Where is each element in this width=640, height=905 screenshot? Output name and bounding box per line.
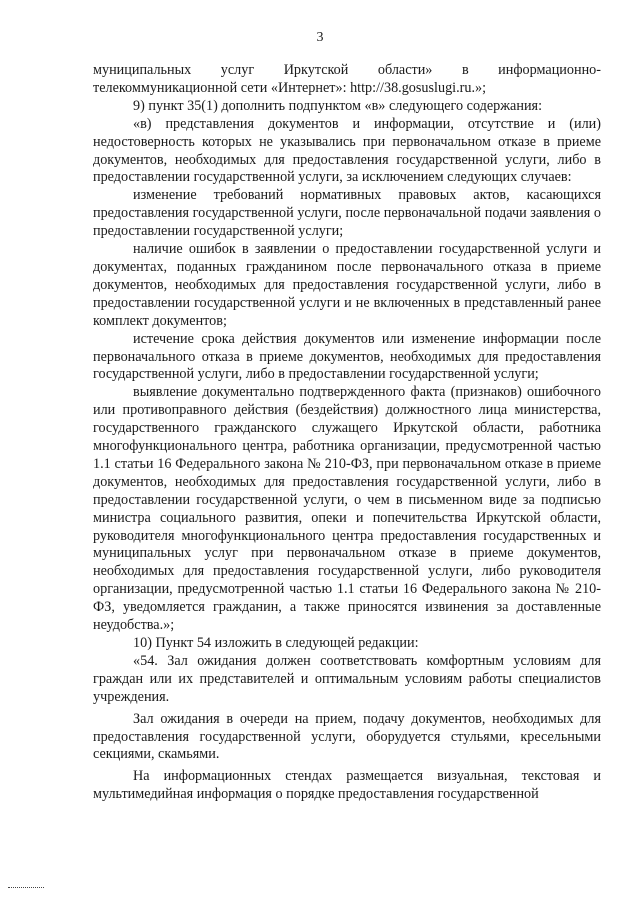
document-body: [93, 62, 601, 804]
paragraph-info-stands: На информационных стендах размещается визуальная, текстовая и мультимедийная информация о порядке предоставления государственной: [93, 768, 601, 803]
paragraph-item-10: 10) Пункт 54 изложить в следующей редакции:: [133, 635, 419, 651]
paragraph-point-54: «54. Зал ожидания должен соответствовать комфортным условиям для граждан или их представителей и оптимальным условиям работы специалистов учреждения.: [93, 652, 601, 705]
paragraph-subitem-v: «в) представления документов и информации, отсутствие и (или) недостоверность которых не указывались при первоначальном отказе в приеме документов, необходимых для предоставления государственной услуги, либо в предоставлении государственной услуги, за исключением следующих случаев:: [93, 115, 601, 186]
footer-rule: [8, 887, 44, 888]
paragraph-exception-2: наличие ошибок в заявлении о предоставлении государственной услуги и документах, поданных гражданином после первоначального отказа в приеме документов, необходимых для предоставления государственной услуги, либо в предоставлении государственной услуги и не включенных в представленный ранее комплект документов;: [93, 241, 601, 329]
page-number: 3: [316, 30, 324, 45]
paragraph-continuation: муниципальных услуг Иркутской области» в информационно-телекоммуникационной сети «Интернет»: http://38.gosuslugi.ru.»;: [93, 62, 601, 96]
paragraph-item-9: 9) пункт 35(1) дополнить подпунктом «в» следующего содержания:: [133, 97, 543, 114]
paragraph-exception-4: выявление документально подтвержденного факта (признаков) ошибочного или противоправного действия (бездействия) должностного лица министерства, государственного гражданского служащего Иркутской области, работника многофункционального центра, работника организации, предусмотренной частью 1.1 статьи 16 Федерального закона № 210-ФЗ, при первоначальном отказе в приеме документов, необходимых для предоставления государственной услуги, либо в предоставлении государственной услуги, о чем в письменном виде за подписью министра социального развития, опеки и попечительства Иркутской области, руководителя многофункционального центра предоставления государственных и муниципальных услуг при первоначальном отказе в приеме документов, необходимых для предоставления государственной услуги, либо руководителя организации, предусмотренной частью 1.1 статьи 16 Федерального закона № 210-ФЗ, уведомляется гражданин, а также приносятся извинения за доставленные неудобства.»;: [93, 384, 601, 634]
paragraph-exception-3: истечение срока действия документов или изменение информации после первоначального отказа в приеме документов, необходимых для предоставления государственной услуги, либо в предоставлении государственной услуги;: [93, 330, 601, 383]
paragraph-exception-1: изменение требований нормативных правовых актов, касающихся предоставления государственной услуги, после первоначальной подачи заявления о предоставлении государственной услуги;: [93, 187, 601, 240]
paragraph-waiting-hall: Зал ожидания в очереди на прием, подачу документов, необходимых для предоставления государственной услуги, оборудуется стульями, кресельными секциями, скамьями.: [93, 710, 601, 763]
